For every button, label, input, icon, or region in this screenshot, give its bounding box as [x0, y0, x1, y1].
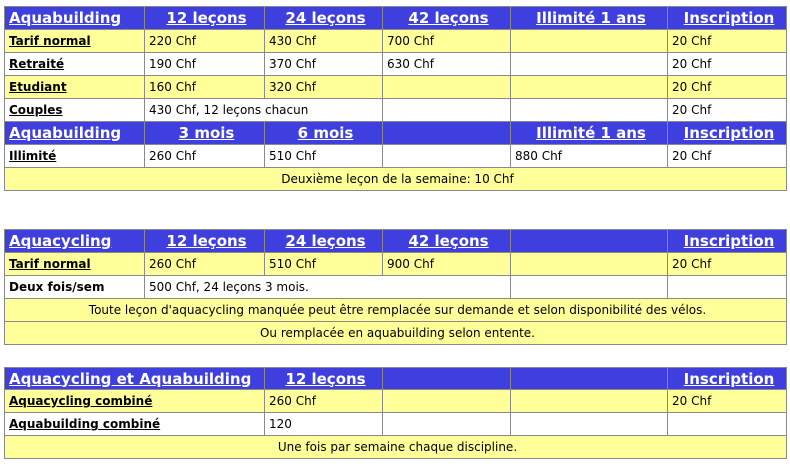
aquabuilding-header-link-2[interactable]: Aquabuilding	[5, 122, 145, 145]
aquabuilding-header-row-2	[5, 122, 787, 145]
note-text: Ou remplacée en aquabuilding selon entente.	[5, 322, 787, 345]
header-inscription-link[interactable]: Inscription	[668, 7, 787, 30]
note-text: Deuxième leçon de la semaine: 10 Chf	[5, 168, 787, 191]
couples-link[interactable]: Couples	[5, 99, 145, 122]
combined-table	[4, 367, 787, 459]
aquabuilding-header-link[interactable]: Aquabuilding	[5, 7, 145, 30]
tarif-normal-link[interactable]: Tarif normal	[5, 30, 145, 53]
aquabuilding-combine-link[interactable]: Aquabuilding combiné	[5, 413, 265, 436]
price-cell: 220 Chf	[145, 30, 265, 53]
price-cell: 20 Chf	[668, 99, 787, 122]
header-12-lecons-link[interactable]: 12 leçons	[145, 7, 265, 30]
price-cell: 20 Chf	[668, 76, 787, 99]
note-row	[5, 168, 787, 191]
deux-fois-sem-label: Deux fois/sem	[5, 276, 145, 299]
aquacycling-header-link[interactable]: Aquacycling	[5, 230, 145, 253]
price-cell: 260 Chf	[145, 253, 265, 276]
price-cell: 20 Chf	[668, 390, 787, 413]
price-cell	[383, 413, 511, 436]
header-12-lecons-link[interactable]: 12 leçons	[265, 368, 383, 390]
combined-header-row	[5, 368, 787, 390]
header-3-mois-link[interactable]: 3 mois	[145, 122, 265, 145]
table-row	[5, 53, 787, 76]
header-42-lecons-link[interactable]: 42 leçons	[383, 230, 511, 253]
price-cell: 260 Chf	[145, 145, 265, 168]
price-cell	[511, 390, 668, 413]
price-cell: 20 Chf	[668, 145, 787, 168]
table-row	[5, 390, 787, 413]
table-row	[5, 99, 787, 122]
note-text: Une fois par semaine chaque discipline.	[5, 436, 787, 459]
price-cell: 900 Chf	[383, 253, 511, 276]
price-cell: 700 Chf	[383, 30, 511, 53]
price-cell: 630 Chf	[383, 53, 511, 76]
price-cell: 370 Chf	[265, 53, 383, 76]
note-row	[5, 299, 787, 322]
header-inscription-link[interactable]: Inscription	[668, 230, 787, 253]
table-row	[5, 30, 787, 53]
header-42-lecons-link[interactable]: 42 leçons	[383, 7, 511, 30]
header-24-lecons-link[interactable]: 24 leçons	[265, 7, 383, 30]
price-cell	[511, 99, 668, 122]
table-row	[5, 145, 787, 168]
price-cell: 160 Chf	[145, 76, 265, 99]
price-cell: 500 Chf, 24 leçons 3 mois.	[145, 276, 511, 299]
header-inscription-link-2[interactable]: Inscription	[668, 122, 787, 145]
note-text: Toute leçon d'aquacycling manquée peut être remplacée sur demande et selon disponibilité des vélos.	[5, 299, 787, 322]
price-cell: 430 Chf	[265, 30, 383, 53]
price-cell: 260 Chf	[265, 390, 383, 413]
price-cell	[383, 76, 511, 99]
price-cell	[511, 413, 668, 436]
price-cell	[383, 390, 511, 413]
note-row	[5, 322, 787, 345]
price-cell: 20 Chf	[668, 253, 787, 276]
price-cell	[511, 276, 668, 299]
table-row	[5, 253, 787, 276]
price-cell: 20 Chf	[668, 53, 787, 76]
note-row	[5, 436, 787, 459]
price-cell: 120	[265, 413, 383, 436]
price-cell	[383, 145, 511, 168]
header-24-lecons-link[interactable]: 24 leçons	[265, 230, 383, 253]
price-cell: 510 Chf	[265, 253, 383, 276]
header-6-mois-link[interactable]: 6 mois	[265, 122, 383, 145]
tarif-normal-link[interactable]: Tarif normal	[5, 253, 145, 276]
aquacycling-table	[4, 229, 787, 345]
price-cell	[511, 253, 668, 276]
price-cell: 320 Chf	[265, 76, 383, 99]
aquabuilding-header-row	[5, 7, 787, 30]
price-cell: 20 Chf	[668, 30, 787, 53]
aquacycling-header-row	[5, 230, 787, 253]
table-row	[5, 413, 787, 436]
price-cell	[511, 30, 668, 53]
price-cell	[511, 76, 668, 99]
table-row	[5, 76, 787, 99]
price-cell: 880 Chf	[511, 145, 668, 168]
aquacycling-combine-link[interactable]: Aquacycling combiné	[5, 390, 265, 413]
aquabuilding-table	[4, 6, 787, 191]
header-inscription-link[interactable]: Inscription	[668, 368, 787, 390]
price-cell	[668, 276, 787, 299]
header-illimite-link-2[interactable]: Illimité 1 ans	[511, 122, 668, 145]
header-12-lecons-link[interactable]: 12 leçons	[145, 230, 265, 253]
table-row	[5, 276, 787, 299]
price-cell	[383, 99, 511, 122]
header-empty-cell	[511, 230, 668, 253]
price-cell: 190 Chf	[145, 53, 265, 76]
header-illimite-link[interactable]: Illimité 1 ans	[511, 7, 668, 30]
price-cell	[511, 53, 668, 76]
header-empty-cell	[511, 368, 668, 390]
price-cell: 510 Chf	[265, 145, 383, 168]
etudiant-link[interactable]: Etudiant	[5, 76, 145, 99]
header-empty-cell	[383, 122, 511, 145]
illimite-link[interactable]: Illimité	[5, 145, 145, 168]
header-empty-cell	[383, 368, 511, 390]
retraite-link[interactable]: Retraité	[5, 53, 145, 76]
price-cell	[668, 413, 787, 436]
price-cell: 430 Chf, 12 leçons chacun	[145, 99, 383, 122]
combined-header-link[interactable]: Aquacycling et Aquabuilding	[5, 368, 265, 390]
